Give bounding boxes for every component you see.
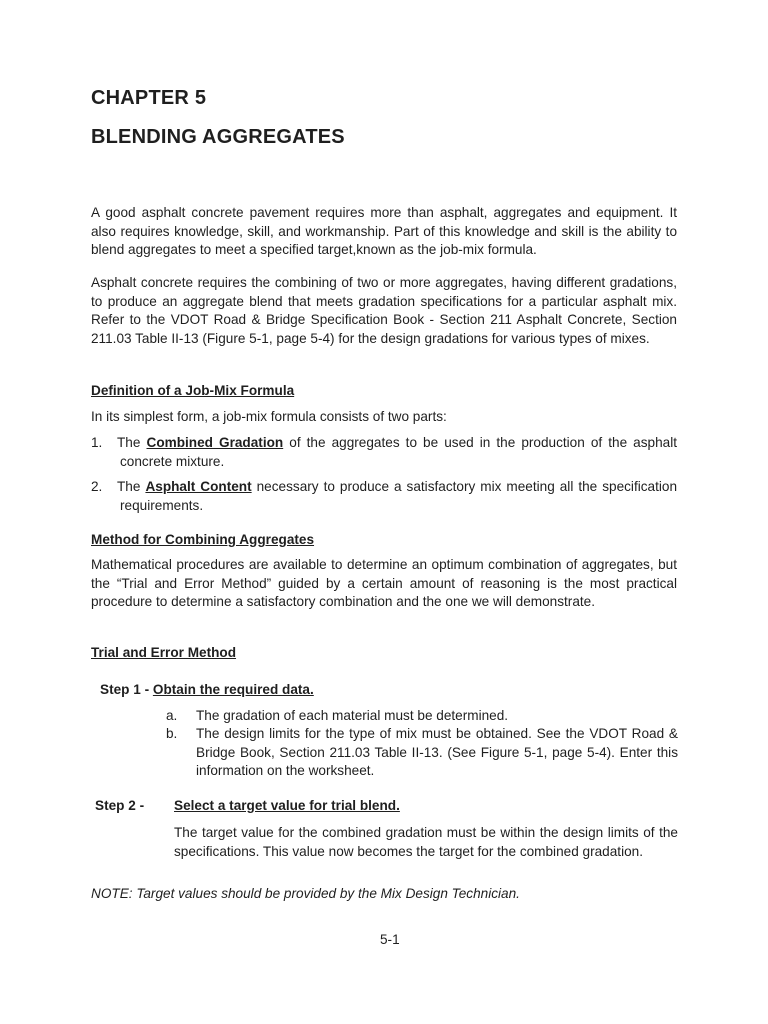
definition-item-2-number: 2.: [91, 479, 103, 494]
chapter-subject-title: BLENDING AGGREGATES: [91, 126, 345, 148]
step-2-paragraph: The target value for the combined gradation must be within the design limits of the specifications. This value now becomes the target for the combined gradation.: [174, 825, 678, 859]
step-1: [100, 681, 314, 700]
definition-item-1-number: 1.: [91, 435, 103, 450]
asphalt-content-term: Asphalt Content: [145, 479, 252, 494]
step-1-item-a-text: The gradation of each material must be determined.: [196, 708, 509, 723]
step-1-item-a-letter: a.: [166, 708, 178, 723]
definition-item-1: [91, 434, 677, 471]
step-1-item-b-letter: b.: [166, 726, 178, 741]
definition-item-2: [91, 478, 677, 515]
intro-paragraph-2: Asphalt concrete requires the combining of two or more aggregates, having different gradations, to produce an aggregate blend that meets gradation specifications for a particular asphalt mix. Refer to the VDOT Road & Bridge Specification Book - Section 211 Asphalt Concrete, Section 211.03 Table II-13 (Figure 5-1, page 5-4) for the design gradations for various types of mixes.: [91, 275, 677, 346]
step-1-label: Step 1 -: [100, 682, 150, 697]
step-2-label: Step 2 -: [95, 798, 145, 813]
step-2-title: Select a target value for trial blend.: [174, 798, 400, 813]
step-1-title: Obtain the required data.: [152, 682, 314, 697]
page-number: 5-1: [380, 932, 400, 947]
definition-item-2-text: The Asphalt Content necessary to produce a satisfactory mix meeting all the specification requirements.: [117, 479, 678, 513]
intro-paragraph-1: A good asphalt concrete pavement requires more than asphalt, aggregates and equipment. It also requires knowledge, skill, and workmanship. Part of this knowledge and skill is the ability to blend aggregates to meet a specified target,known as the job-mix formula.: [91, 205, 677, 257]
definition-item-1-text: The Combined Gradation of the aggregates to be used in the production of the asphalt concrete mixture.: [117, 435, 678, 469]
trial-heading: Trial and Error Method: [91, 645, 237, 660]
method-heading: Method for Combining Aggregates: [91, 532, 315, 547]
combined-gradation-term: Combined Gradation: [146, 435, 284, 450]
chapter-number-title: CHAPTER 5: [91, 87, 207, 109]
definition-heading: Definition of a Job-Mix Formula: [91, 383, 295, 398]
method-paragraph: Mathematical procedures are available to determine an optimum combination of aggregates, but the “Trial and Error Method” guided by a certain amount of reasoning is the most practical procedure to determine a satisfactory combination and the one we will demonstrate.: [91, 557, 677, 609]
step-1-item-b-text: The design limits for the type of mix must be obtained. See the VDOT Road & Bridge Book, Section 211.03 Table II-13. (See Figure 5-1, page 5-4). Enter this information on the worksheet.: [196, 726, 678, 778]
definition-lead: In its simplest form, a job-mix formula consists of two parts:: [91, 409, 447, 424]
note-text: NOTE: Target values should be provided by the Mix Design Technician.: [91, 886, 520, 901]
